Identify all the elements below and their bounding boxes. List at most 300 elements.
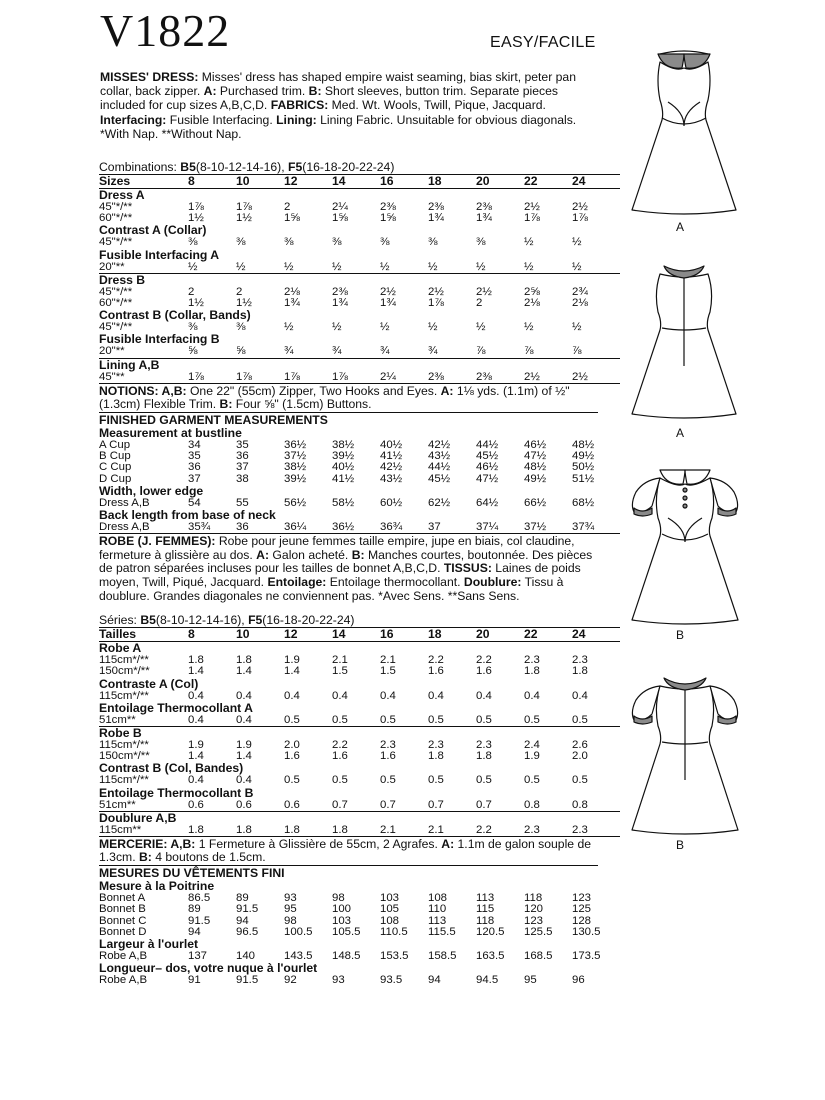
- table-cell: 49½: [524, 472, 547, 485]
- table-cell: 110: [428, 903, 447, 916]
- desc-fr-text: Robe pour jeune femmes taille empire, jupe en biais, col claudine, fermeture à glissière au dos.: [99, 534, 575, 562]
- table-cell: 91.5: [188, 914, 211, 927]
- combo-f5: F5: [288, 160, 303, 174]
- table-cell: 108: [428, 892, 448, 905]
- section-row: [99, 702, 620, 715]
- table-cell: 43½: [380, 472, 403, 485]
- table-cell: 1⅞: [572, 212, 588, 225]
- mercerie-text: 1 Fermeture à Glissière de 55cm, 2 Agrafes.: [195, 837, 442, 852]
- table-cell: 1.5: [380, 665, 396, 678]
- table-cell: 0.5: [524, 774, 540, 787]
- table-cell: 93.5: [380, 974, 403, 987]
- row-label: 45"*/**: [99, 201, 133, 213]
- table-cell: ⅜: [428, 236, 438, 249]
- table-cell: 89: [236, 892, 249, 905]
- table-cell: 0.4: [188, 689, 204, 702]
- table-cell: 98: [284, 914, 297, 927]
- table-cell: 89: [188, 903, 201, 916]
- header-size: 18: [428, 628, 476, 642]
- row-label: 115cm*/**: [99, 739, 149, 752]
- notions-a-text: 1⅛ yds. (1.1m) of ½" (1.3cm) Flexible Trim.: [99, 383, 570, 412]
- table-cell: 2.2: [428, 654, 444, 667]
- table-cell: 0.5: [476, 774, 492, 787]
- table-cell: 46½: [524, 439, 547, 452]
- table-cell: 1⅝: [284, 212, 300, 225]
- table-cell: ⅜: [380, 236, 390, 249]
- table-cell: 44½: [428, 461, 451, 474]
- doublure-label: Doublure:: [463, 575, 522, 590]
- table-cell: 0.5: [524, 713, 540, 726]
- table-cell: 140: [236, 950, 256, 963]
- table-cell: ½: [572, 236, 582, 249]
- table-cell: 110.5: [380, 925, 408, 938]
- table-cell: 58½: [332, 496, 355, 509]
- table-cell: 128: [572, 914, 592, 927]
- table-cell: 1.6: [476, 665, 492, 678]
- lining-text: Lining Fabric. Unsuitable for obvious diagonals. *With Nap. **Without Nap.: [100, 112, 577, 141]
- table-cell: 0.7: [428, 798, 444, 811]
- table-cell: ½: [428, 260, 438, 273]
- table-cell: 1.8: [524, 665, 540, 678]
- table-cell: 36½: [332, 521, 355, 534]
- table-cell: 0.5: [380, 713, 396, 726]
- description-en: [100, 70, 600, 141]
- table-cell: 137: [188, 950, 208, 963]
- table-cell: 86.5: [188, 892, 211, 905]
- table-cell: 143.5: [284, 950, 313, 963]
- table-cell: 1½: [236, 297, 252, 310]
- table-cell: 2⅛: [524, 297, 540, 310]
- table-cell: ½: [284, 260, 294, 273]
- row-label: C Cup: [99, 461, 132, 474]
- table-cell: 2⅛: [572, 297, 588, 310]
- table-cell: 2.3: [572, 654, 588, 667]
- table-cell: ½: [524, 260, 534, 273]
- table-cell: 36: [188, 461, 201, 474]
- header-label: Sizes: [99, 175, 188, 189]
- row-label: 51cm**: [99, 798, 136, 811]
- doublure-text: Tissu à doublure. Grandes diagonales ne conviennent pas. *Avec Sens. **Sans Sens.: [99, 575, 564, 603]
- series-prefix: Séries:: [99, 613, 141, 628]
- table-cell: 2.3: [524, 654, 540, 667]
- header-size: 24: [572, 175, 620, 189]
- table-cell: 168.5: [524, 950, 553, 963]
- row-label: 60"*/**: [99, 297, 133, 310]
- mercerie-a-text: 1.1m de galon souple de 1.3cm.: [99, 837, 592, 865]
- table-cell: ¾: [332, 345, 342, 358]
- table-cell: 94: [428, 974, 441, 987]
- lining-label: Lining:: [276, 112, 317, 127]
- table-cell: 123: [572, 892, 592, 905]
- table-cell: 2: [284, 201, 291, 213]
- header-size: 12: [284, 628, 332, 642]
- table-cell: ½: [332, 321, 342, 334]
- header-size: 20: [476, 175, 524, 189]
- table-cell: 125.5: [524, 925, 553, 938]
- table-cell: 120: [524, 903, 544, 916]
- table-cell: ½: [188, 260, 198, 273]
- section-label: Robe A: [99, 641, 142, 656]
- table-cell: 62½: [428, 496, 451, 509]
- section-label: Mesure à la Poitrine: [99, 879, 215, 894]
- series-f5-sizes: (16-18-20-22-24): [262, 613, 355, 628]
- table-cell: 130.5: [572, 925, 601, 938]
- section-row: [99, 358, 620, 372]
- table-cell: 68½: [572, 496, 595, 509]
- section-label: Entoilage Thermocollant B: [99, 785, 254, 800]
- table-cell: 1¾: [332, 297, 348, 310]
- table-cell: ½: [236, 260, 246, 273]
- section-row: [99, 727, 620, 741]
- table-cell: 1.6: [428, 665, 444, 678]
- table-cell: 0.4: [236, 713, 252, 726]
- table-cell: 1⅝: [380, 212, 396, 225]
- table-cell: 2⅜: [380, 201, 396, 213]
- table-cell: 92: [284, 974, 297, 987]
- table-cell: 60½: [380, 496, 403, 509]
- table-cell: 153.5: [380, 950, 409, 963]
- section-label: Fusible Interfacing B: [99, 332, 220, 347]
- table-cell: 148.5: [332, 950, 361, 963]
- header-size: 22: [524, 628, 572, 642]
- desc-fr-b-text: Manches courtes, boutonnée. Des pièces de patron séparées incluses pour les tailles de bonnet A,B,C,D.: [99, 547, 593, 576]
- table-cell: 103: [332, 914, 352, 927]
- table-cell: 0.4: [380, 689, 396, 702]
- table-cell: 0.5: [332, 774, 348, 787]
- table-row: [99, 287, 620, 298]
- header-size: 18: [428, 175, 476, 189]
- description-fr: [99, 534, 598, 603]
- row-label: Bonnet A: [99, 892, 146, 905]
- dress-a-front-svg: [624, 40, 744, 220]
- table-header-row: [99, 175, 620, 189]
- table-cell: 0.5: [476, 713, 492, 726]
- section-label: Longueur– dos, votre nuque à l'ourlet: [99, 961, 318, 976]
- table-cell: 1⅝: [332, 212, 348, 225]
- table-cell: 49½: [572, 450, 595, 463]
- notions-label: NOTIONS: A,B:: [99, 383, 187, 398]
- table-cell: 0.6: [188, 798, 204, 811]
- table-cell: 2.1: [428, 823, 444, 836]
- table-cell: 1.8: [284, 823, 300, 836]
- table-cell: 1.8: [572, 665, 588, 678]
- table-cell: 0.4: [428, 689, 444, 702]
- mercerie-b-label: B:: [138, 850, 152, 865]
- notions-en: [99, 384, 598, 412]
- row-label: 45"*/**: [99, 236, 133, 249]
- table-cell: 37½: [524, 521, 547, 534]
- dress-a-front-illustration: [624, 40, 744, 220]
- measurements-table-en: [99, 427, 620, 534]
- table-cell: 36: [236, 521, 249, 534]
- header-size: 16: [380, 628, 428, 642]
- combo-b5: B5: [180, 160, 196, 174]
- row-label: 60"*/**: [99, 212, 133, 225]
- table-cell: 1.8: [332, 823, 348, 836]
- table-cell: 173.5: [572, 950, 601, 963]
- table-cell: 1⅞: [284, 370, 300, 383]
- table-row: [99, 740, 620, 751]
- table-cell: 37¼: [476, 521, 499, 534]
- tissus-text: Laines de poids moyen, Twill, Piqué, Jacquard.: [99, 561, 581, 590]
- section-label: Measurement at bustline: [99, 425, 242, 440]
- desc-fr-a-label: A:: [256, 547, 270, 562]
- table-cell: 120.5: [476, 925, 505, 938]
- measurements-title-fr: MESURES DU VÊTEMENTS FINI: [99, 865, 598, 880]
- table-cell: ½: [572, 260, 582, 273]
- table-cell: 96.5: [236, 925, 259, 938]
- table-cell: 100.5: [284, 925, 313, 938]
- section-row: [99, 309, 620, 322]
- row-label: 45"**: [99, 370, 125, 383]
- table-cell: 2.2: [332, 739, 348, 752]
- table-cell: 47½: [524, 450, 547, 463]
- table-cell: 0.5: [284, 774, 300, 787]
- header-size: 12: [284, 175, 332, 189]
- table-cell: 36: [236, 450, 249, 463]
- table-cell: 2.3: [476, 739, 492, 752]
- table-cell: 1.8: [236, 654, 252, 667]
- table-cell: 39½: [332, 450, 355, 463]
- table-cell: 40½: [380, 439, 403, 452]
- table-cell: 2¼: [332, 201, 348, 213]
- table-cell: 94: [236, 914, 249, 927]
- header-size: 10: [236, 175, 284, 189]
- section-label: Entoilage Thermocollant A: [99, 700, 253, 715]
- row-label: Bonnet D: [99, 925, 147, 938]
- header-size: 8: [188, 628, 236, 642]
- table-cell: 41½: [332, 472, 355, 485]
- series-b5: B5: [140, 613, 156, 628]
- table-cell: 37: [188, 472, 201, 485]
- table-cell: 96: [572, 974, 585, 987]
- row-label: 45"*/**: [99, 321, 133, 334]
- table-cell: 1⅞: [332, 370, 348, 383]
- table-cell: 1⅞: [236, 201, 252, 213]
- figure-label-a-back: A: [676, 426, 685, 440]
- table-cell: ½: [380, 321, 390, 334]
- table-cell: 2⅜: [428, 201, 444, 213]
- dress-b-back-svg: [622, 668, 748, 838]
- table-cell: 1.4: [188, 750, 204, 763]
- figure-label-b-back: B: [676, 838, 685, 852]
- table-cell: 38: [236, 472, 249, 485]
- row-label: Bonnet B: [99, 903, 146, 916]
- table-row: [99, 372, 620, 384]
- table-cell: ⅜: [284, 236, 294, 249]
- notions-fr: [99, 837, 598, 865]
- table-cell: 1.8: [476, 750, 492, 763]
- section-label: Fusible Interfacing A: [99, 247, 220, 262]
- row-label: 45"*/**: [99, 285, 133, 298]
- table-cell: 2⅝: [524, 285, 540, 298]
- table-cell: 1.5: [332, 665, 348, 678]
- row-label: 150cm*/**: [99, 665, 150, 678]
- section-row: [99, 273, 620, 287]
- table-cell: 1.8: [428, 750, 444, 763]
- table-cell: 1.9: [284, 654, 300, 667]
- table-cell: 118: [476, 914, 495, 927]
- table-cell: 48½: [524, 461, 547, 474]
- table-cell: 1.9: [188, 739, 204, 752]
- table-cell: 50½: [572, 461, 595, 474]
- table-cell: 2.6: [572, 739, 588, 752]
- entoilage-text: Entoilage thermocollant.: [326, 575, 464, 590]
- table-cell: 115.5: [428, 925, 456, 938]
- table-cell: 1¾: [476, 212, 492, 225]
- dress-a-back-svg: [624, 256, 744, 422]
- table-cell: ⅞: [476, 345, 486, 358]
- table-cell: ½: [476, 321, 486, 334]
- row-label: Bonnet C: [99, 914, 147, 927]
- header-size: 24: [572, 628, 620, 642]
- desc-a-text: Purchased trim.: [216, 84, 309, 99]
- header-size: 8: [188, 175, 236, 189]
- table-cell: 1⅞: [236, 370, 252, 383]
- table-cell: 0.8: [524, 798, 540, 811]
- combo-b5-sizes: (8-10-12-14-16),: [195, 160, 289, 174]
- table-cell: 2½: [524, 370, 540, 383]
- table-cell: 36¾: [380, 521, 403, 534]
- table-cell: 1⅞: [188, 370, 204, 383]
- section-row: [99, 678, 620, 691]
- table-cell: 94.5: [476, 974, 499, 987]
- section-label: Width, lower edge: [99, 483, 204, 498]
- table-cell: 0.7: [332, 798, 348, 811]
- table-cell: 0.4: [332, 689, 348, 702]
- row-label: 115cm*/**: [99, 774, 149, 787]
- interfacing-label: Interfacing:: [100, 112, 167, 127]
- section-label: Doublure A,B: [99, 811, 620, 825]
- table-row: [99, 522, 620, 534]
- table-cell: 2.0: [284, 739, 300, 752]
- table-cell: 38½: [284, 461, 307, 474]
- desc-a-label: A:: [203, 84, 217, 99]
- table-cell: 0.5: [428, 713, 444, 726]
- fabrics-label: FABRICS:: [270, 98, 329, 113]
- dress-b-front-illustration: [622, 458, 748, 626]
- table-row: [99, 262, 620, 274]
- table-cell: 55: [236, 496, 249, 509]
- figure-label-b-front: B: [676, 628, 685, 642]
- table-cell: 2½: [524, 201, 540, 213]
- table-cell: 1.6: [332, 750, 348, 763]
- table-cell: 105: [380, 903, 400, 916]
- notions-b-label: B:: [219, 397, 233, 412]
- table-cell: 93: [332, 974, 345, 987]
- table-cell: 37¾: [572, 521, 595, 534]
- section-label: Dress A: [99, 187, 145, 202]
- table-cell: 1.8: [236, 823, 252, 836]
- table-cell: 163.5: [476, 950, 505, 963]
- table-row: [99, 202, 620, 213]
- table-cell: 34: [188, 439, 201, 452]
- measurements-table-fr: [99, 880, 620, 986]
- row-label: 20"**: [99, 345, 125, 358]
- table-cell: ½: [524, 321, 534, 334]
- row-label: 115cm**: [99, 823, 142, 836]
- header-label: Tailles: [99, 628, 188, 642]
- table-cell: 0.5: [572, 774, 588, 787]
- row-label: A Cup: [99, 439, 131, 452]
- table-cell: 1.6: [380, 750, 396, 763]
- section-label: Contrast B (Collar, Bands): [99, 308, 251, 323]
- table-cell: 48½: [572, 439, 595, 452]
- table-cell: 1.8: [188, 823, 204, 836]
- table-cell: 2½: [428, 285, 444, 298]
- row-label: 51cm**: [99, 713, 136, 726]
- table-cell: 93: [284, 892, 297, 905]
- table-cell: 1.9: [524, 750, 540, 763]
- table-cell: 2¾: [572, 285, 588, 298]
- header-size: 10: [236, 628, 284, 642]
- section-row: [99, 485, 620, 498]
- table-cell: 54: [188, 496, 201, 509]
- table-cell: 1.4: [188, 665, 204, 678]
- table-cell: 91.5: [236, 974, 259, 987]
- table-cell: ¾: [284, 345, 294, 358]
- table-cell: 1.4: [284, 665, 300, 678]
- figure-label-a-front: A: [676, 220, 685, 234]
- table-row: [99, 666, 620, 677]
- table-cell: 158.5: [428, 950, 457, 963]
- table-cell: 2⅜: [332, 285, 348, 298]
- section-row: [99, 333, 620, 346]
- table-cell: 0.4: [236, 774, 252, 787]
- section-label: Contrast B (Col, Bandes): [99, 761, 244, 776]
- table-cell: 103: [380, 892, 400, 905]
- table-cell: 38½: [332, 439, 355, 452]
- section-label: Robe B: [99, 727, 620, 741]
- mercerie-b-text: 4 boutons de 1.5cm.: [151, 850, 266, 865]
- table-cell: ¾: [428, 345, 438, 358]
- table-cell: 125: [572, 903, 592, 916]
- table-cell: ½: [572, 321, 582, 334]
- table-cell: 44½: [476, 439, 499, 452]
- table-cell: ½: [428, 321, 438, 334]
- table-cell: 2½: [572, 201, 588, 213]
- table-cell: 0.4: [476, 689, 492, 702]
- section-label: Contraste A (Col): [99, 676, 199, 691]
- table-cell: 1½: [188, 297, 204, 310]
- table-cell: 2.1: [380, 654, 396, 667]
- table-cell: 2.0: [572, 750, 588, 763]
- table-cell: ⅜: [236, 321, 246, 334]
- table-cell: ½: [284, 321, 294, 334]
- table-cell: 0.4: [236, 689, 252, 702]
- series-f5: F5: [248, 613, 263, 628]
- table-cell: 35¾: [188, 521, 211, 534]
- header-size: 16: [380, 175, 428, 189]
- table-cell: 0.5: [572, 713, 588, 726]
- table-cell: 2½: [380, 285, 396, 298]
- table-cell: 1¾: [380, 297, 396, 310]
- table-cell: ⅜: [236, 236, 246, 249]
- table-cell: 0.4: [572, 689, 588, 702]
- dress-b-back-illustration: [622, 668, 748, 838]
- table-cell: 0.6: [284, 798, 300, 811]
- table-cell: 123: [524, 914, 544, 927]
- mercerie-a-label: A:: [441, 837, 455, 852]
- entoilage-label: Entoilage:: [267, 575, 327, 590]
- row-label: D Cup: [99, 472, 132, 485]
- section-row: [99, 249, 620, 262]
- table-cell: 1⅞: [428, 297, 444, 310]
- table-cell: 40½: [332, 461, 355, 474]
- table-cell: 35: [188, 450, 201, 463]
- table-cell: 2⅜: [476, 201, 492, 213]
- desc-b-label: B:: [308, 84, 322, 99]
